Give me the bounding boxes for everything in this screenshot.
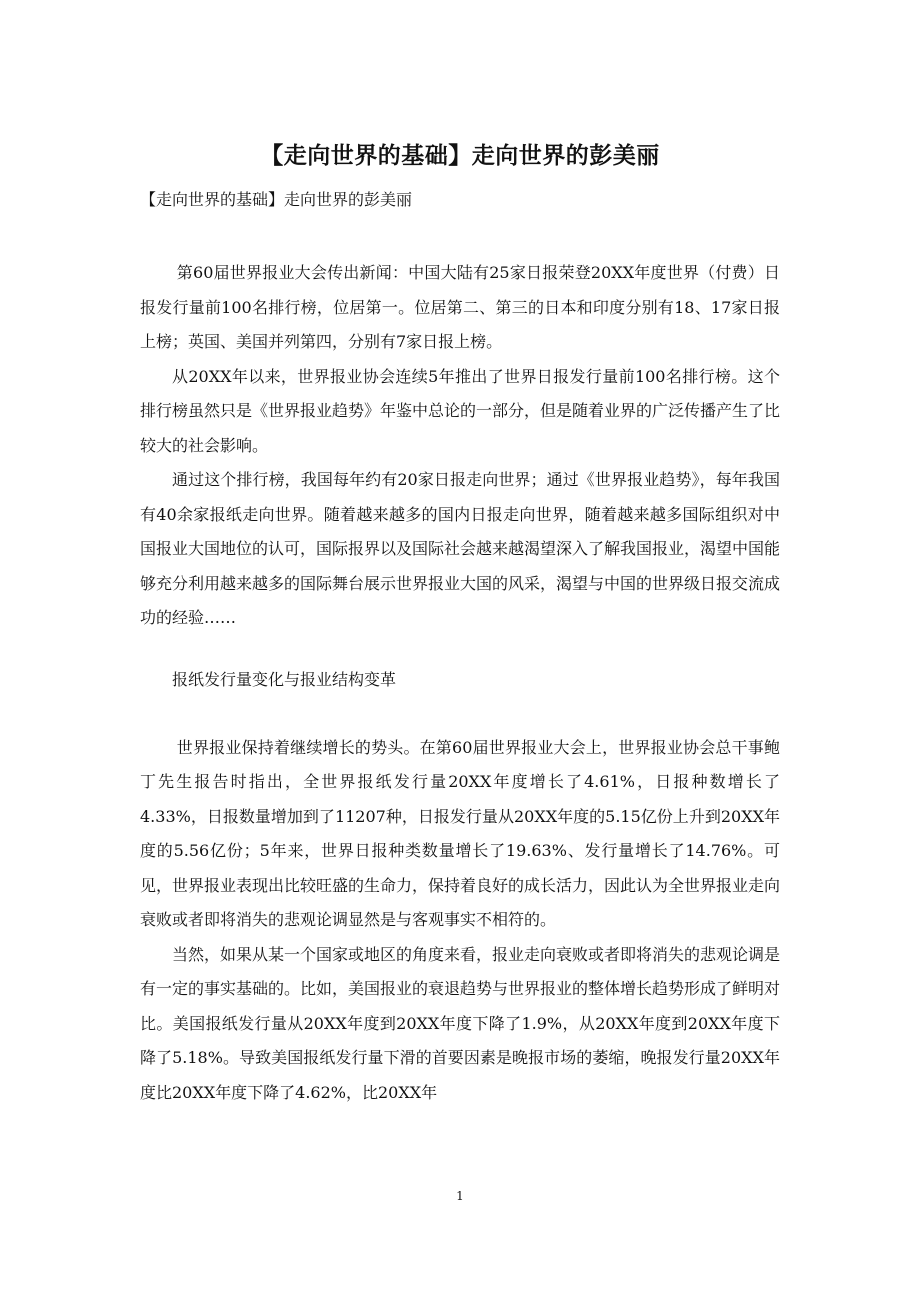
paragraph-1: 第60届世界报业大会传出新闻：中国大陆有25家日报荣登20XX年度世界（付费）日报发行量前100名排行榜，位居第一。位居第二、第三的日本和印度分别有18、17家日报上榜；英国、美国并列第四，分别有7家日报上榜。: [140, 263, 780, 351]
paragraph-5: 当然，如果从某一个国家或地区的角度来看，报业走向衰败或者即将消失的悲观论调是有一定的事实基础的。比如，美国报业的衰退趋势与世界报业的整体增长趋势形成了鲜明对比。美国报纸发行量从20XX年度到20XX年度下降了1.9%，从20XX年度到20XX年度下降了5.18%。导致美国报纸发行量下滑的首要因素是晚报市场的萎缩，晚报发行量20XX年度比20XX年度下降了4.62%，比20XX年: [140, 944, 781, 1102]
section-heading: 报纸发行量变化与报业结构变革: [172, 669, 397, 689]
paragraph-3: 通过这个排行榜，我国每年约有20家日报走向世界；通过《世界报业趋势》，每年我国有40余家报纸走向世界。随着越来越多的国内日报走向世界，随着越来越多国际组织对中国报业大国地位的认可，国际报界以及国际社会越来越渴望深入了解我国报业，渴望中国能够充分利用越来越多的国际舞台展示世界报业大国的风采，渴望与中国的世界级日报交流成功的经验……: [140, 470, 781, 627]
document-subtitle: 【走向世界的基础】走向世界的彭美丽: [140, 190, 413, 209]
paragraph-2: 从20XX年以来，世界报业协会连续5年推出了世界日报发行量前100名排行榜。这个排行榜虽然只是《世界报业趋势》年鉴中总论的一部分，但是随着业界的广泛传播产生了比较大的社会影响。: [140, 366, 781, 455]
page-number: 1: [456, 1189, 464, 1203]
document-title: 【走向世界的基础】走向世界的彭美丽: [260, 143, 660, 169]
document-body: [140, 256, 780, 1110]
paragraph-4: 世界报业保持着继续增长的势头。在第60届世界报业大会上，世界报业协会总干事鲍丁先生报告时指出，全世界报纸发行量20XX年度增长了4.61%，日报种数增长了4.33%，日报数量增加到了11207种，日报发行量从20XX年度的5.15亿份上升到20XX年度的5.56亿份；5年来，世界日报种类数量增长了19.63%、发行量增长了14.76%。可见，世界报业表现出比较旺盛的生命力，保持着良好的成长活力，因此认为全世界报业走向衰败或者即将消失的悲观论调显然是与客观事实不相符的。: [140, 737, 781, 929]
